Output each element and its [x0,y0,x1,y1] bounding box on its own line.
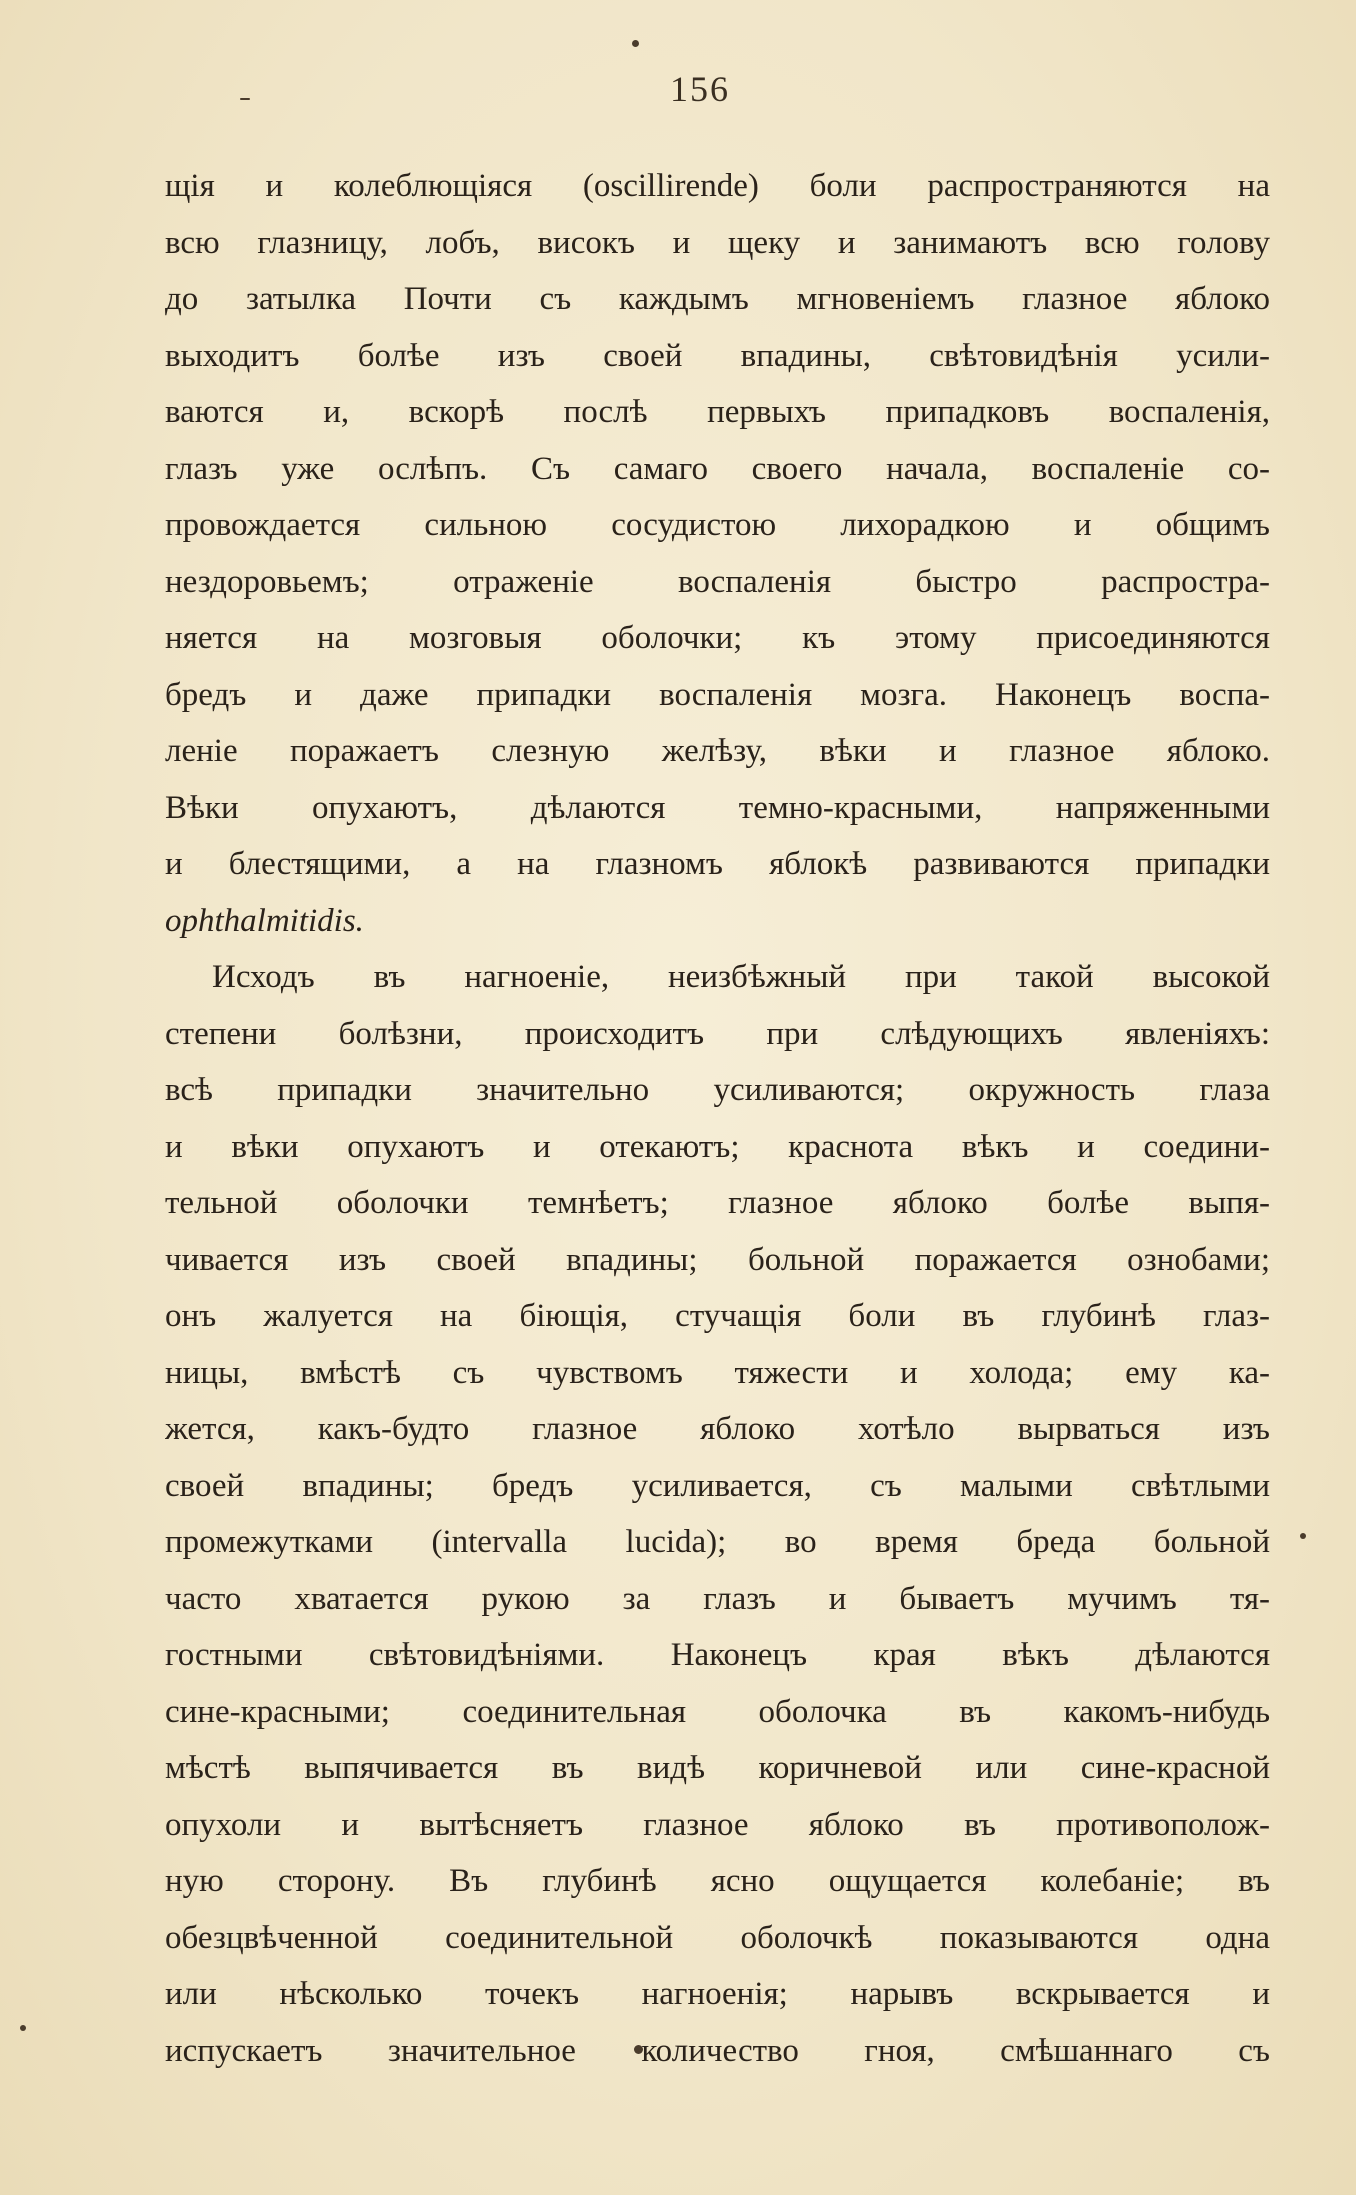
text-line: няется на мозговыя оболочки; къ этому присоединяются [165,620,1270,656]
text-line: провождается сильною сосудистою лихорадкою и общимъ [165,507,1270,543]
text-line: и блестящими, а на глазномъ яблокѣ развиваются припадки [165,846,1270,882]
ink-speck [240,98,250,100]
text-line: онъ жалуется на біющія, стучащія боли въ глубинѣ глаз- [165,1298,1270,1334]
paragraph-start-line: Исходъ въ нагноеніе, неизбѣжный при такой высокой [212,959,1270,995]
text-line: опухоли и вытѣсняетъ глазное яблоко въ противополож- [165,1806,1270,1843]
text-line: леніе поражаетъ слезную желѣзу, вѣки и глазное яблоко. [165,733,1270,769]
text-line: и вѣки опухаютъ и отекаютъ; краснота вѣкъ и соедини- [165,1128,1270,1165]
text-line-latin-term: ophthalmitidis. [165,902,364,939]
text-line: выходитъ болѣе изъ своей впадины, свѣтовидѣнія усили- [165,337,1270,374]
text-line: всю глазницу, лобъ, високъ и щеку и занимаютъ всю голову [165,224,1270,261]
text-line: ницы, вмѣстѣ съ чувствомъ тяжести и холода; ему ка- [165,1354,1270,1391]
text-line: тельной оболочки темнѣетъ; глазное яблоко болѣе выпя- [165,1185,1270,1221]
text-line: или нѣсколько точекъ нагноенія; нарывъ вскрывается и [165,1976,1270,2012]
page-number: 156 [670,69,730,109]
text-line: своей впадины; бредъ усиливается, съ малыми свѣтлыми [165,1467,1270,1504]
text-line: обезцвѣченной соединительной оболочкѣ показываются одна [165,1919,1270,1956]
text-line: всѣ припадки значительно усиливаются; окружность глаза [165,1072,1270,1108]
text-line: жется, какъ-будто глазное яблоко хотѣло вырваться изъ [165,1411,1270,1447]
text-line: до затылка Почти съ каждымъ мгновеніемъ глазное яблоко [165,281,1270,317]
text-line: чивается изъ своей впадины; больной поражается ознобами; [165,1241,1270,1278]
ink-speck [632,40,639,47]
text-line: ную сторону. Въ глубинѣ ясно ощущается колебаніе; въ [165,1863,1270,1899]
text-line: бредъ и даже припадки воспаленія мозга. Наконецъ воспа- [165,676,1270,713]
text-line: нездоровьемъ; отраженіе воспаленія быстро распростра- [165,563,1270,600]
text-line: гостными свѣтовидѣніями. Наконецъ края вѣкъ дѣлаются [165,1637,1270,1673]
text-line: промежутками (intervalla lucida); во время бреда больной [165,1524,1270,1560]
text-line: глазъ уже ослѣпъ. Съ самаго своего начала, воспаленіе со- [165,450,1270,487]
ink-speck [1300,1533,1306,1539]
text-line: сине-красными; соединительная оболочка въ какомъ-нибудь [165,1693,1270,1730]
text-line: Вѣки опухаютъ, дѣлаются темно-красными, напряженными [165,789,1270,826]
body-text [165,158,1270,2079]
text-line: испускаетъ значительное количество гноя, смѣшаннаго съ [165,2032,1270,2069]
ink-speck [20,2025,26,2031]
text-line: ваются и, вскорѣ послѣ первыхъ припадковъ воспаленія, [165,394,1270,430]
text-line: степени болѣзни, происходитъ при слѣдующихъ явленіяхъ: [165,1015,1270,1052]
text-line: часто хватается рукою за глазъ и бываетъ мучимъ тя- [165,1580,1270,1617]
text-line: мѣстѣ выпячивается въ видѣ коричневой или сине-красной [165,1750,1270,1786]
text-line: щія и колеблющіяся (oscillirende) боли распространяются на [165,168,1270,204]
